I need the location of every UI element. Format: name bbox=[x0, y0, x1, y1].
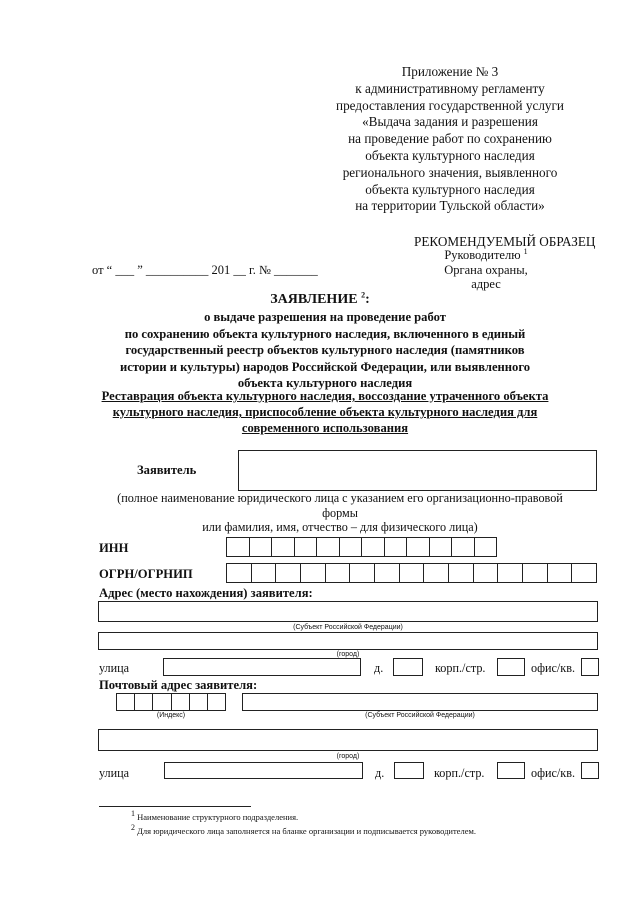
postal-index-caption: (Индекс) bbox=[156, 712, 186, 719]
appendix-line: объекта культурного наследия bbox=[365, 181, 535, 197]
address-house-label: д. bbox=[374, 661, 384, 675]
footnote-1-mark: 1 bbox=[131, 809, 135, 819]
addressee-line2: Органа охраны, bbox=[444, 262, 528, 277]
address-city-caption: (город) bbox=[336, 651, 360, 658]
applicant-note-line3: или фамилия, имя, отчество – для физического лица) bbox=[202, 520, 478, 534]
sample-label: РЕКОМЕНДУЕМЫЙ ОБРАЗЕЦ bbox=[414, 234, 596, 249]
appendix-line: Приложение № 3 bbox=[401, 64, 499, 79]
title-text: ЗАЯВЛЕНИЕ bbox=[270, 292, 358, 307]
address-street-field[interactable] bbox=[163, 658, 361, 676]
inn-field[interactable] bbox=[226, 537, 497, 557]
applicant-note-line1: (полное наименование юридического лица с указанием его организационно-правовой bbox=[117, 491, 563, 505]
address-office-label: офис/кв. bbox=[531, 661, 576, 675]
ogrn-label: ОГРН/ОГРНИП bbox=[99, 567, 193, 581]
appendix-header bbox=[300, 64, 600, 215]
appendix-line: на проведение работ по сохранению bbox=[348, 131, 552, 147]
postal-heading: Почтовый адрес заявителя: bbox=[99, 678, 258, 692]
postal-index-field[interactable] bbox=[116, 693, 226, 711]
address-house-field[interactable] bbox=[393, 658, 423, 676]
footnote-mark-1: 1 bbox=[523, 246, 528, 256]
work-type-line: культурного наследия, приспособление объекта культурного наследия для bbox=[112, 405, 538, 420]
footnote-2-mark: 2 bbox=[131, 823, 135, 833]
subtitle-line: государственный реестр объектов культурного наследия (памятников bbox=[125, 343, 525, 358]
addressee-line3: адрес bbox=[471, 277, 501, 292]
postal-house-label: д. bbox=[375, 766, 385, 780]
footnote-mark-2: 2 bbox=[361, 290, 366, 300]
applicant-note-line2: формы bbox=[322, 506, 358, 520]
title-colon: : bbox=[365, 292, 370, 307]
appendix-line: регионального значения, выявленного bbox=[342, 164, 558, 180]
work-type-line: Реставрация объекта культурного наследия, воссоздание утраченного объекта bbox=[101, 389, 549, 403]
footnote-1-text: Наименование структурного подразделения. bbox=[137, 812, 299, 822]
footnote-separator bbox=[99, 806, 251, 807]
work-type-line: современного использования bbox=[241, 421, 409, 436]
footnote-2 bbox=[131, 823, 476, 836]
footnote-1 bbox=[131, 809, 299, 822]
appendix-line: объекта культурного наследия bbox=[365, 147, 535, 163]
postal-office-label: офис/кв. bbox=[531, 766, 576, 780]
work-types bbox=[90, 388, 560, 437]
postal-house-field[interactable] bbox=[394, 762, 424, 779]
applicant-name-field[interactable] bbox=[238, 450, 597, 491]
postal-street-field[interactable] bbox=[164, 762, 363, 779]
address-office-field[interactable] bbox=[581, 658, 599, 676]
postal-building-field[interactable] bbox=[497, 762, 525, 779]
postal-office-field[interactable] bbox=[581, 762, 599, 779]
postal-building-label: корп./стр. bbox=[434, 766, 485, 780]
address-subject-field[interactable] bbox=[98, 601, 598, 622]
postal-subject-field[interactable] bbox=[242, 693, 598, 711]
addressee-line1: Руководителю bbox=[444, 248, 521, 262]
ogrn-field[interactable] bbox=[226, 563, 597, 583]
addressee-block bbox=[418, 248, 554, 292]
postal-city-field[interactable] bbox=[98, 729, 598, 751]
address-building-label: корп./стр. bbox=[435, 661, 486, 675]
address-subject-caption: (Субъект Российской Федерации) bbox=[293, 624, 403, 631]
postal-street-label: улица bbox=[99, 766, 130, 780]
appendix-line: на территории Тульской области» bbox=[355, 198, 545, 214]
postal-city-caption: (город) bbox=[336, 753, 360, 760]
appendix-line: предоставления государственной услуги bbox=[336, 97, 564, 113]
address-heading: Адрес (место нахождения) заявителя: bbox=[99, 586, 313, 600]
subtitle-line: истории и культуры) народов Российской Федерации, или выявленного bbox=[119, 359, 531, 374]
appendix-line: «Выдача задания и разрешения bbox=[362, 114, 538, 130]
footnote-2-text: Для юридического лица заполняется на бланке организации и подписывается руководителем. bbox=[137, 826, 476, 836]
appendix-line: к административному регламенту bbox=[355, 80, 545, 96]
address-street-label: улица bbox=[99, 661, 130, 675]
document-title bbox=[0, 292, 640, 308]
subtitle-line: объекта культурного наследия bbox=[237, 376, 413, 391]
applicant-label: Заявитель bbox=[137, 463, 197, 477]
subtitle-line: по сохранению объекта культурного наследия, включенного в единый bbox=[124, 326, 526, 341]
address-building-field[interactable] bbox=[497, 658, 525, 676]
address-city-field[interactable] bbox=[98, 632, 598, 650]
inn-label: ИНН bbox=[99, 541, 129, 555]
subtitle-line: о выдаче разрешения на проведение работ bbox=[204, 310, 446, 324]
postal-subject-caption: (Субъект Российской Федерации) bbox=[365, 712, 475, 719]
date-number-line: от “ ___ ” __________ 201 __ г. № _______ bbox=[92, 263, 318, 277]
document-subtitle bbox=[90, 309, 560, 392]
